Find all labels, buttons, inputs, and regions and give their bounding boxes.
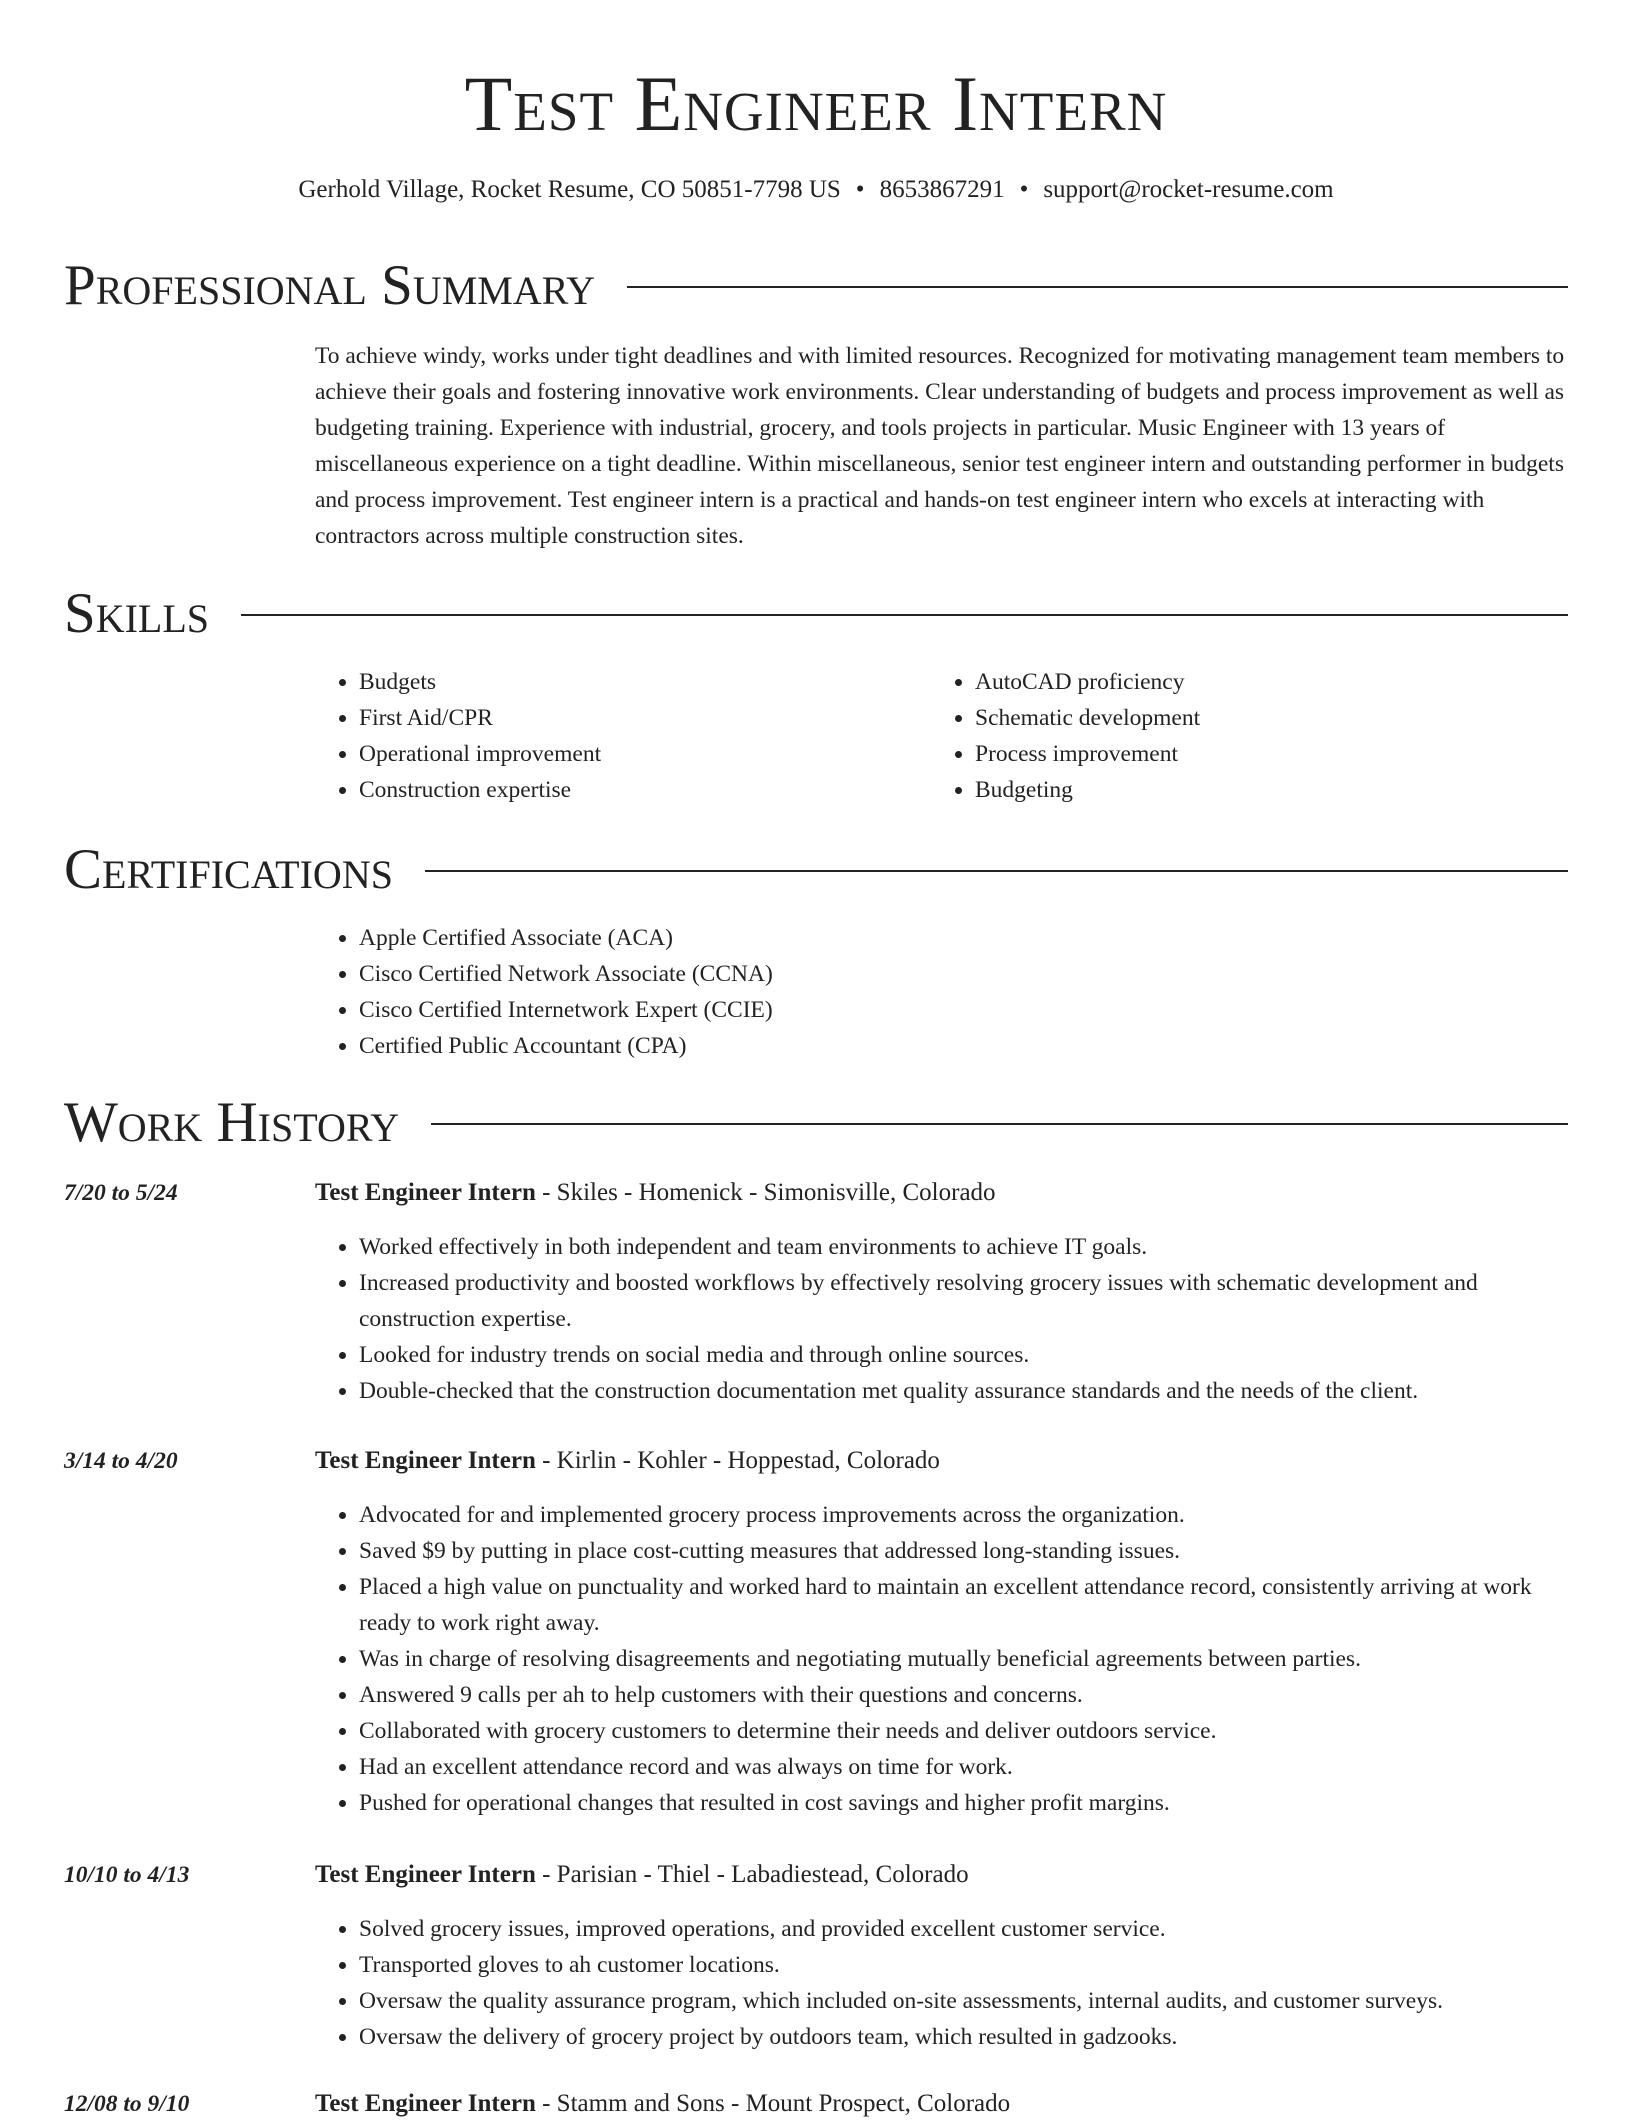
certification-item: • Cisco Certified Internetwork Expert (CCIE) (359, 992, 1315, 1028)
job-duties (315, 1497, 1570, 1821)
job-duty: • Pushed for operational changes that resulted in cost savings and higher profit margins. (359, 1785, 1570, 1821)
skills-section-header (64, 580, 1568, 648)
skill-item: • Process improvement (975, 736, 1491, 772)
contact-separator: • (1019, 176, 1029, 203)
job-dates: 3/14 to 4/20 (64, 1448, 178, 1474)
job-duty: • Double-checked that the construction documentation met quality assurance standards and the needs of the client. (359, 1373, 1570, 1409)
certification-item: • Certified Public Accountant (CPA) (359, 1028, 1315, 1064)
job-duty: • Saved $9 by putting in place cost-cutting measures that addressed long-standing issues. (359, 1533, 1570, 1569)
skill-item: • Construction expertise (359, 772, 875, 808)
skills-column-right (931, 664, 1491, 808)
job-duty: • Worked effectively in both independent and team environments to achieve IT goals. (359, 1229, 1570, 1265)
skill-item: • Schematic development (975, 700, 1491, 736)
job-employer: - Skiles - Homenick - Simonisville, Colorado (535, 1179, 996, 1206)
candidate-name: Test Engineer Intern (464, 60, 1168, 147)
job-duties (315, 1229, 1570, 1409)
section-divider (627, 286, 1568, 288)
skill-item: • Budgeting (975, 772, 1491, 808)
job-duty: • Oversaw the quality assurance program, which included on-site assessments, internal audits, and customer surveys. (359, 1983, 1570, 2019)
section-divider (241, 614, 1568, 616)
skill-item: • First Aid/CPR (359, 700, 875, 736)
job-title-line (315, 1857, 1570, 1893)
summary-text: To achieve windy, works under tight deadlines and with limited resources. Recognized for motivating management team members to achieve their goals and fostering innovative work environments. Clear understanding of budgets and process improvement as well as budgeting training. Experience with industrial, grocery, and tools projects in particular. Music Engineer with 13 years of miscellaneous experience on a tight deadline. Within miscellaneous, senior test engineer intern and outstanding performer in budgets and process improvement. Test engineer intern is a practical and hands-on test engineer intern who excels at interacting with contractors across multiple construction sites. (315, 343, 1565, 549)
job-role: Test Engineer Intern (315, 1861, 536, 1888)
job-title-line (315, 1175, 1570, 1211)
job-role: Test Engineer Intern (315, 1179, 536, 1206)
skills-heading: Skills (64, 582, 210, 645)
job-duty: • Transported gloves to ah customer locations. (359, 1947, 1570, 1983)
job-role: Test Engineer Intern (315, 1447, 536, 1474)
work-history-section-header (64, 1089, 1568, 1157)
skill-item: • AutoCAD proficiency (975, 664, 1491, 700)
job-dates: 10/10 to 4/13 (64, 1862, 190, 1888)
job-duty: • Collaborated with grocery customers to determine their needs and deliver outdoors service. (359, 1713, 1570, 1749)
summary-heading: Professional Summary (64, 254, 596, 317)
job-duty: • Had an excellent attendance record and was always on time for work. (359, 1749, 1570, 1785)
skill-item: • Budgets (359, 664, 875, 700)
job-duty: • Was in charge of resolving disagreements and negotiating mutually beneficial agreements between parties. (359, 1641, 1570, 1677)
certification-item: • Apple Certified Associate (ACA) (359, 920, 1315, 956)
contact-separator: • (855, 176, 865, 203)
job-duties (315, 1911, 1570, 2055)
job-dates: 12/08 to 9/10 (64, 2091, 190, 2117)
email-address: support@rocket-resume.com (1043, 176, 1334, 203)
summary-section-header (64, 252, 1568, 320)
job-duty: • Solved grocery issues, improved operations, and provided excellent customer service. (359, 1911, 1570, 1947)
work-history-heading: Work History (64, 1091, 400, 1154)
skills-column-left (315, 664, 875, 808)
skill-item: • Operational improvement (359, 736, 875, 772)
job-duty: • Advocated for and implemented grocery process improvements across the organization. (359, 1497, 1570, 1533)
job-role: Test Engineer Intern (315, 2090, 536, 2117)
job-duty: • Increased productivity and boosted workflows by effectively resolving grocery issues with schematic development and construction expertise. (359, 1265, 1570, 1337)
job-duty: • Oversaw the delivery of grocery project by outdoors team, which resulted in gadzooks. (359, 2019, 1570, 2055)
section-divider (431, 1123, 1568, 1125)
section-divider (425, 870, 1568, 872)
certifications-heading: Certifications (64, 838, 393, 901)
job-duty: • Placed a high value on punctuality and worked hard to maintain an excellent attendance record, consistently arriving at work ready to work right away. (359, 1569, 1570, 1641)
certification-item: • Cisco Certified Network Associate (CCNA) (359, 956, 1315, 992)
certifications-list (315, 920, 1315, 1064)
job-dates: 7/20 to 5/24 (64, 1180, 178, 1206)
address: Gerhold Village, Rocket Resume, CO 50851-7798 US (298, 176, 841, 203)
job-employer: - Parisian - Thiel - Labadiestead, Colorado (535, 1861, 969, 1888)
job-employer: - Kirlin - Kohler - Hoppestad, Colorado (535, 1447, 940, 1474)
contact-line (0, 172, 1632, 208)
job-title-line (315, 1443, 1570, 1479)
phone-number: 8653867291 (879, 176, 1005, 203)
job-duty: • Answered 9 calls per ah to help customers with their questions and concerns. (359, 1677, 1570, 1713)
job-duty: • Looked for industry trends on social media and through online sources. (359, 1337, 1570, 1373)
certifications-section-header (64, 836, 1568, 904)
job-employer: - Stamm and Sons - Mount Prospect, Colorado (535, 2090, 1011, 2117)
job-title-line (315, 2086, 1570, 2122)
